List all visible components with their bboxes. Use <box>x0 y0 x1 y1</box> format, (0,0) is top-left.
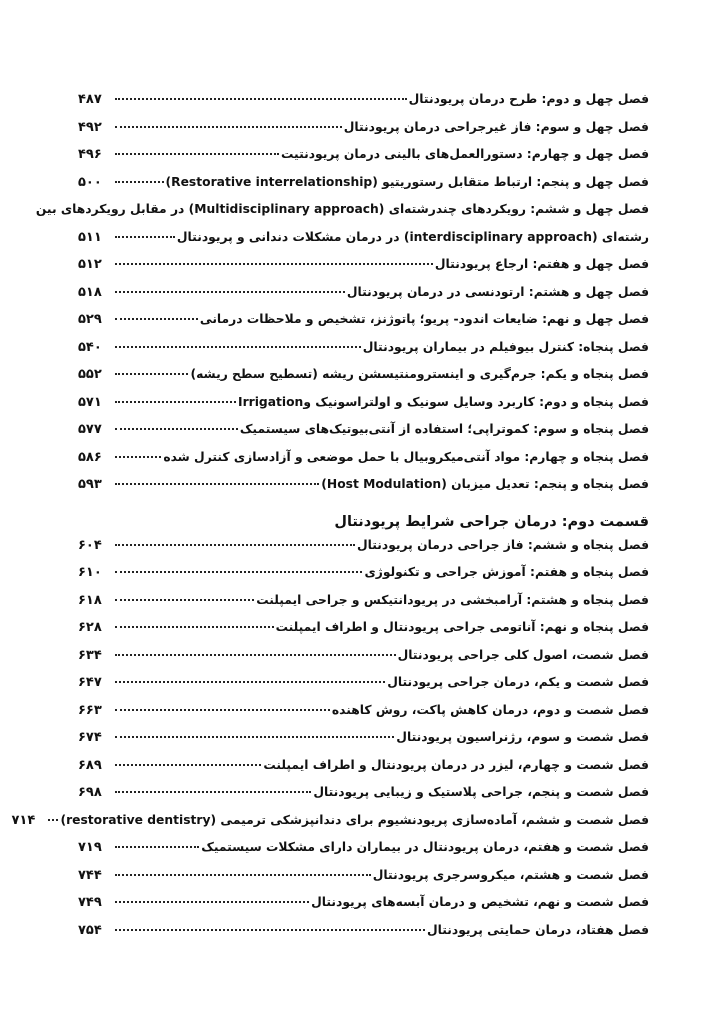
entry-title: فصل چهل و هشتم: ارتودنسی در درمان پریودنتال <box>346 284 649 299</box>
entry-title: فصل پنجاه و دوم: کاربرد وسایل سونیک و اولتراسونیک وIrrigation <box>238 394 649 409</box>
entry-title: فصل پنجاه و سوم: کموتراپی؛ استفاده از آنتی‌بیوتیک‌های سیستمیک <box>239 422 649 436</box>
dot-leader <box>115 544 355 546</box>
entry-title: فصل هفتاد، درمان حمایتی پریودنتال <box>426 922 649 937</box>
dot-leader <box>115 291 345 293</box>
toc-entry <box>78 92 649 120</box>
entry-page: ۷۱۴ <box>11 812 36 828</box>
entry-title: فصل شصت و چهارم، لیزر در درمان پریودنتال و اطراف ایمپلنت <box>263 757 649 772</box>
entry-title: فصل شصت و سوم، رژنراسیون پریودنتال <box>396 730 649 744</box>
entry-page: ۵۸۶ <box>78 449 102 465</box>
toc-entry <box>78 868 649 896</box>
toc-entry-line1 <box>35 202 649 230</box>
dot-leader <box>115 153 279 155</box>
entry-page: ۷۵۴ <box>78 922 102 938</box>
toc-entry <box>78 367 649 395</box>
toc-entry <box>78 620 649 648</box>
dot-leader <box>115 456 161 458</box>
entry-page: ۷۱۹ <box>78 840 102 855</box>
entry-page: ۶۰۴ <box>78 537 102 553</box>
entry-page: ۶۴۷ <box>78 675 102 690</box>
dot-leader <box>115 236 175 238</box>
toc-entry <box>78 450 649 478</box>
toc-entry <box>11 812 649 841</box>
dot-leader <box>115 599 254 601</box>
entry-page: ۴۹۲ <box>78 119 102 135</box>
section-heading: قسمت دوم: درمان جراحی شرایط پریودنتال <box>334 513 649 530</box>
toc-entry <box>78 147 649 175</box>
entry-title: فصل چهل و دوم: طرح درمان پریودنتال <box>408 92 649 106</box>
toc-entry <box>78 538 649 566</box>
dot-leader <box>115 929 425 931</box>
entry-title: فصل شصت و پنجم، جراحی پلاستیک و زیبایی پریودنتال <box>313 785 649 799</box>
entry-title: فصل پنجاه و هفتم: آموزش جراحی و تکنولوژی <box>364 565 649 579</box>
dot-leader <box>115 654 396 656</box>
entry-page: ۵۷۱ <box>78 394 102 410</box>
entry-title: فصل شصت و ششم، آماده‌سازی پریودنشیوم برای دندانپزشکی ترمیمی (restorative dentistry) <box>60 812 649 827</box>
dot-leader <box>115 263 433 265</box>
dot-leader <box>48 819 58 821</box>
toc-entry <box>78 257 649 285</box>
toc-entry <box>78 648 649 676</box>
dot-leader <box>115 736 394 738</box>
toc-entry <box>78 395 649 423</box>
dot-leader <box>115 318 198 320</box>
entry-title: فصل شصت و دوم، درمان کاهش پاکت، روش کاهنده <box>331 702 649 717</box>
dot-leader <box>115 401 236 403</box>
entry-title: فصل چهل و سوم: فاز غیرجراحی درمان پریودنتال <box>343 119 649 134</box>
entry-title: فصل شصت و هشتم، میکروسرجری پریودنتال <box>372 867 649 882</box>
toc-entry <box>78 593 649 621</box>
toc-entry <box>78 758 649 786</box>
entry-page: ۶۱۰ <box>78 565 102 580</box>
dot-leader <box>115 626 274 628</box>
entry-title: فصل پنجاه و هشتم: آرامبخشی در پریودانتیکس و جراحی ایمپلنت <box>256 592 649 607</box>
dot-leader <box>115 373 188 375</box>
toc-entry <box>78 312 649 340</box>
entry-page: ۶۹۸ <box>78 785 102 800</box>
toc-list <box>11 92 649 950</box>
entry-page: ۵۲۹ <box>78 312 102 327</box>
dot-leader <box>115 709 330 711</box>
dot-leader <box>115 346 361 348</box>
toc-entry-line2 <box>78 230 649 258</box>
toc-entry <box>78 565 649 593</box>
dot-leader <box>115 126 342 128</box>
entry-page: ۵۱۲ <box>78 257 102 272</box>
dot-leader <box>115 681 385 683</box>
entry-page: ۵۹۳ <box>78 477 102 492</box>
entry-page: ۶۸۹ <box>78 757 102 773</box>
entry-page: ۶۲۸ <box>78 620 102 635</box>
toc-entry <box>78 895 649 923</box>
entry-title: فصل پنجاه و ششم: فاز جراحی درمان پریودنتال <box>356 537 649 552</box>
toc-entry <box>78 120 649 148</box>
entry-page: ۵۵۲ <box>78 367 102 382</box>
toc-entry <box>78 285 649 313</box>
entry-title: فصل شصت و نهم، تشخیص و درمان آبسه‌های پریودنتال <box>311 895 649 909</box>
dot-leader <box>115 791 311 793</box>
entry-title: فصل چهل و نهم: ضایعات اندود- پریو؛ پاتوژنز، تشخیص و ملاحظات درمانی <box>199 312 649 326</box>
entry-page: ۷۴۴ <box>78 867 102 883</box>
entry-title: فصل شصت و هفتم، درمان پریودنتال در بیماران دارای مشکلات سیستمیک <box>201 840 649 854</box>
toc-entry <box>78 422 649 450</box>
entry-page: ۵۷۷ <box>78 422 102 437</box>
entry-title: فصل شصت و یکم، درمان جراحی پریودنتال <box>387 675 649 689</box>
entry-page: ۴۹۶ <box>78 147 102 162</box>
dot-leader <box>115 181 164 183</box>
dot-leader <box>115 846 199 848</box>
toc-entry <box>78 730 649 758</box>
entry-page: ۵۴۰ <box>78 339 102 355</box>
dot-leader <box>115 98 407 100</box>
entry-page: ۵۱۸ <box>78 284 102 300</box>
entry-page: ۵۰۰ <box>78 174 102 190</box>
toc-entry <box>78 923 649 951</box>
toc-entry <box>78 785 649 813</box>
entry-title-continued: رشته‌ای (interdisciplinary approach) در درمان مشکلات دندانی و پریودنتال <box>176 229 649 244</box>
toc-entry <box>78 340 649 368</box>
dot-leader <box>115 483 319 485</box>
entry-page: ۶۱۸ <box>78 592 102 608</box>
dot-leader <box>115 428 238 430</box>
toc-entry <box>78 703 649 731</box>
toc-entry <box>78 675 649 703</box>
entry-title: فصل چهل و پنجم: ارتباط متقابل رستوریتیو (Restorative interrelationship) <box>165 174 649 189</box>
entry-page: ۶۷۴ <box>78 730 102 745</box>
entry-title: فصل پنجاه و چهارم: مواد آنتی‌میکروبیال با حمل موضعی و آزادسازی کنترل شده <box>163 449 649 464</box>
toc-entry <box>78 175 649 203</box>
entry-page: ۷۴۹ <box>78 895 102 910</box>
entry-title: فصل چهل و چهارم: دستورالعمل‌های بالینی درمان پریودنتیت <box>281 147 649 161</box>
entry-title: فصل پنجاه و یکم: جرم‌گیری و اینسترومنتیسشن ریشه (تسطیح سطح ریشه) <box>190 367 649 381</box>
dot-leader <box>115 571 362 573</box>
entry-page: ۵۱۱ <box>78 229 102 245</box>
dot-leader <box>115 901 309 903</box>
entry-title: فصل شصت، اصول کلی جراحی پریودنتال <box>397 647 649 662</box>
toc-entry <box>78 477 649 505</box>
entry-title: فصل پنجاه و پنجم: تعدیل میزبان (Host Modulation) <box>321 477 649 491</box>
dot-leader <box>115 764 261 766</box>
entry-page: ۶۶۳ <box>78 702 102 718</box>
entry-title: فصل پنجاه: کنترل بیوفیلم در بیماران پریودنتال <box>362 339 649 354</box>
dot-leader <box>115 874 371 876</box>
entry-page: ۶۳۴ <box>78 647 102 663</box>
entry-page: ۴۸۷ <box>78 92 102 107</box>
entry-title: فصل چهل و ششم: رویکردهای چندرشته‌ای (Multidisciplinary approach) در مقابل رویکردهای بین <box>35 202 649 216</box>
toc-entry <box>78 840 649 868</box>
entry-title: فصل چهل و هفتم: ارجاع پریودنتال <box>434 257 649 271</box>
entry-title: فصل پنجاه و نهم: آناتومی جراحی پریودنتال و اطراف ایمپلنت <box>275 620 649 634</box>
